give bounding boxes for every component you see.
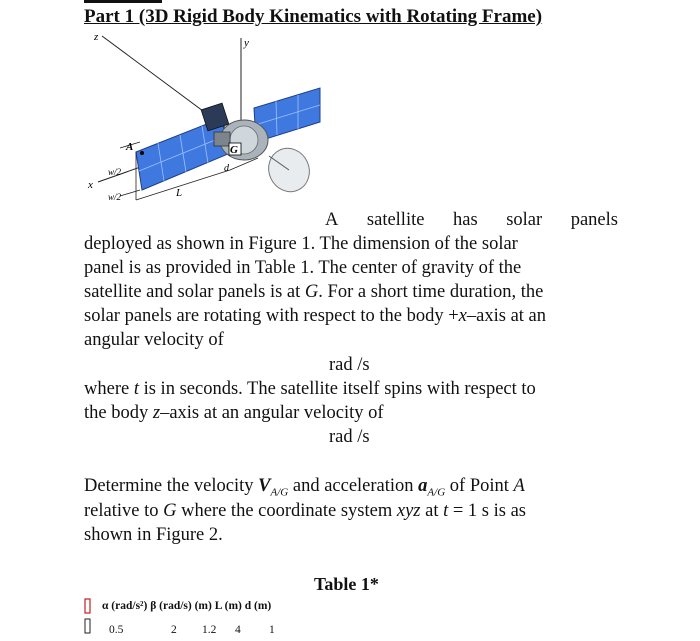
paragraph1-line5: solar panels are rotating with respect to the body +x–axis at an xyxy=(84,306,547,326)
L-label: L xyxy=(176,187,183,199)
table-cell-L: 4 xyxy=(235,624,241,636)
satellite-figure xyxy=(84,30,324,220)
table-title: Table 1* xyxy=(314,574,379,594)
word: has xyxy=(452,210,478,230)
word: solar xyxy=(506,210,543,230)
paragraph1-line7: where t is in seconds. The satellite itself spins with respect to xyxy=(84,379,536,399)
unit-rad-per-s-1: rad /s xyxy=(329,355,370,375)
word: satellite xyxy=(366,210,425,230)
paragraph1-line4: satellite and solar panels is at G. For a short time duration, the xyxy=(84,282,544,302)
paragraph2-line3: shown in Figure 2. xyxy=(84,525,223,545)
w2-bottom-label: w/2 xyxy=(108,192,122,202)
axis-z-label: z xyxy=(94,31,99,43)
word: A xyxy=(325,210,339,230)
paragraph1-line1 xyxy=(325,209,618,233)
unit-rad-per-s-2: rad /s xyxy=(329,427,370,447)
paragraph1-line6: angular velocity of xyxy=(84,330,224,350)
table-cell-beta: 2 xyxy=(171,624,177,636)
paragraph1-line2: deployed as shown in Figure 1. The dimension of the solar xyxy=(84,234,518,254)
table-cell-w: 1.2 xyxy=(202,624,217,636)
d-label: d xyxy=(224,163,229,174)
table-header-row: α (rad/s²) β (rad/s) (m) L (m) d (m) xyxy=(102,600,272,612)
point-A-marker xyxy=(140,151,144,155)
table-bracket xyxy=(84,598,92,636)
table-cell-alpha: 0.5 xyxy=(109,624,124,636)
point-A-label: A xyxy=(126,141,134,153)
paragraph1-line8: the body z–axis at an angular velocity of xyxy=(84,403,384,423)
table-cell-d: 1 xyxy=(269,624,275,636)
satellite-illustration xyxy=(84,30,324,220)
word: panels xyxy=(570,210,618,230)
axis-x-label: x xyxy=(88,179,93,191)
paragraph2-line1: Determine the velocity $V_{A/G}$ and acceleration $a_{A/G}$ of Point A xyxy=(84,476,525,499)
page-title: Part 1 (3D Rigid Body Kinematics with Rotating Frame) xyxy=(84,6,543,27)
axis-y-label: y xyxy=(244,37,249,49)
top-rule xyxy=(84,0,162,3)
point-G-label: G xyxy=(230,144,238,156)
w2-top-label: w/2 xyxy=(108,167,122,177)
paragraph2-line2: relative to G where the coordinate system xyz at t = 1 s is as xyxy=(84,501,527,521)
paragraph1-line3: panel is as provided in Table 1. The center of gravity of the xyxy=(84,258,522,278)
